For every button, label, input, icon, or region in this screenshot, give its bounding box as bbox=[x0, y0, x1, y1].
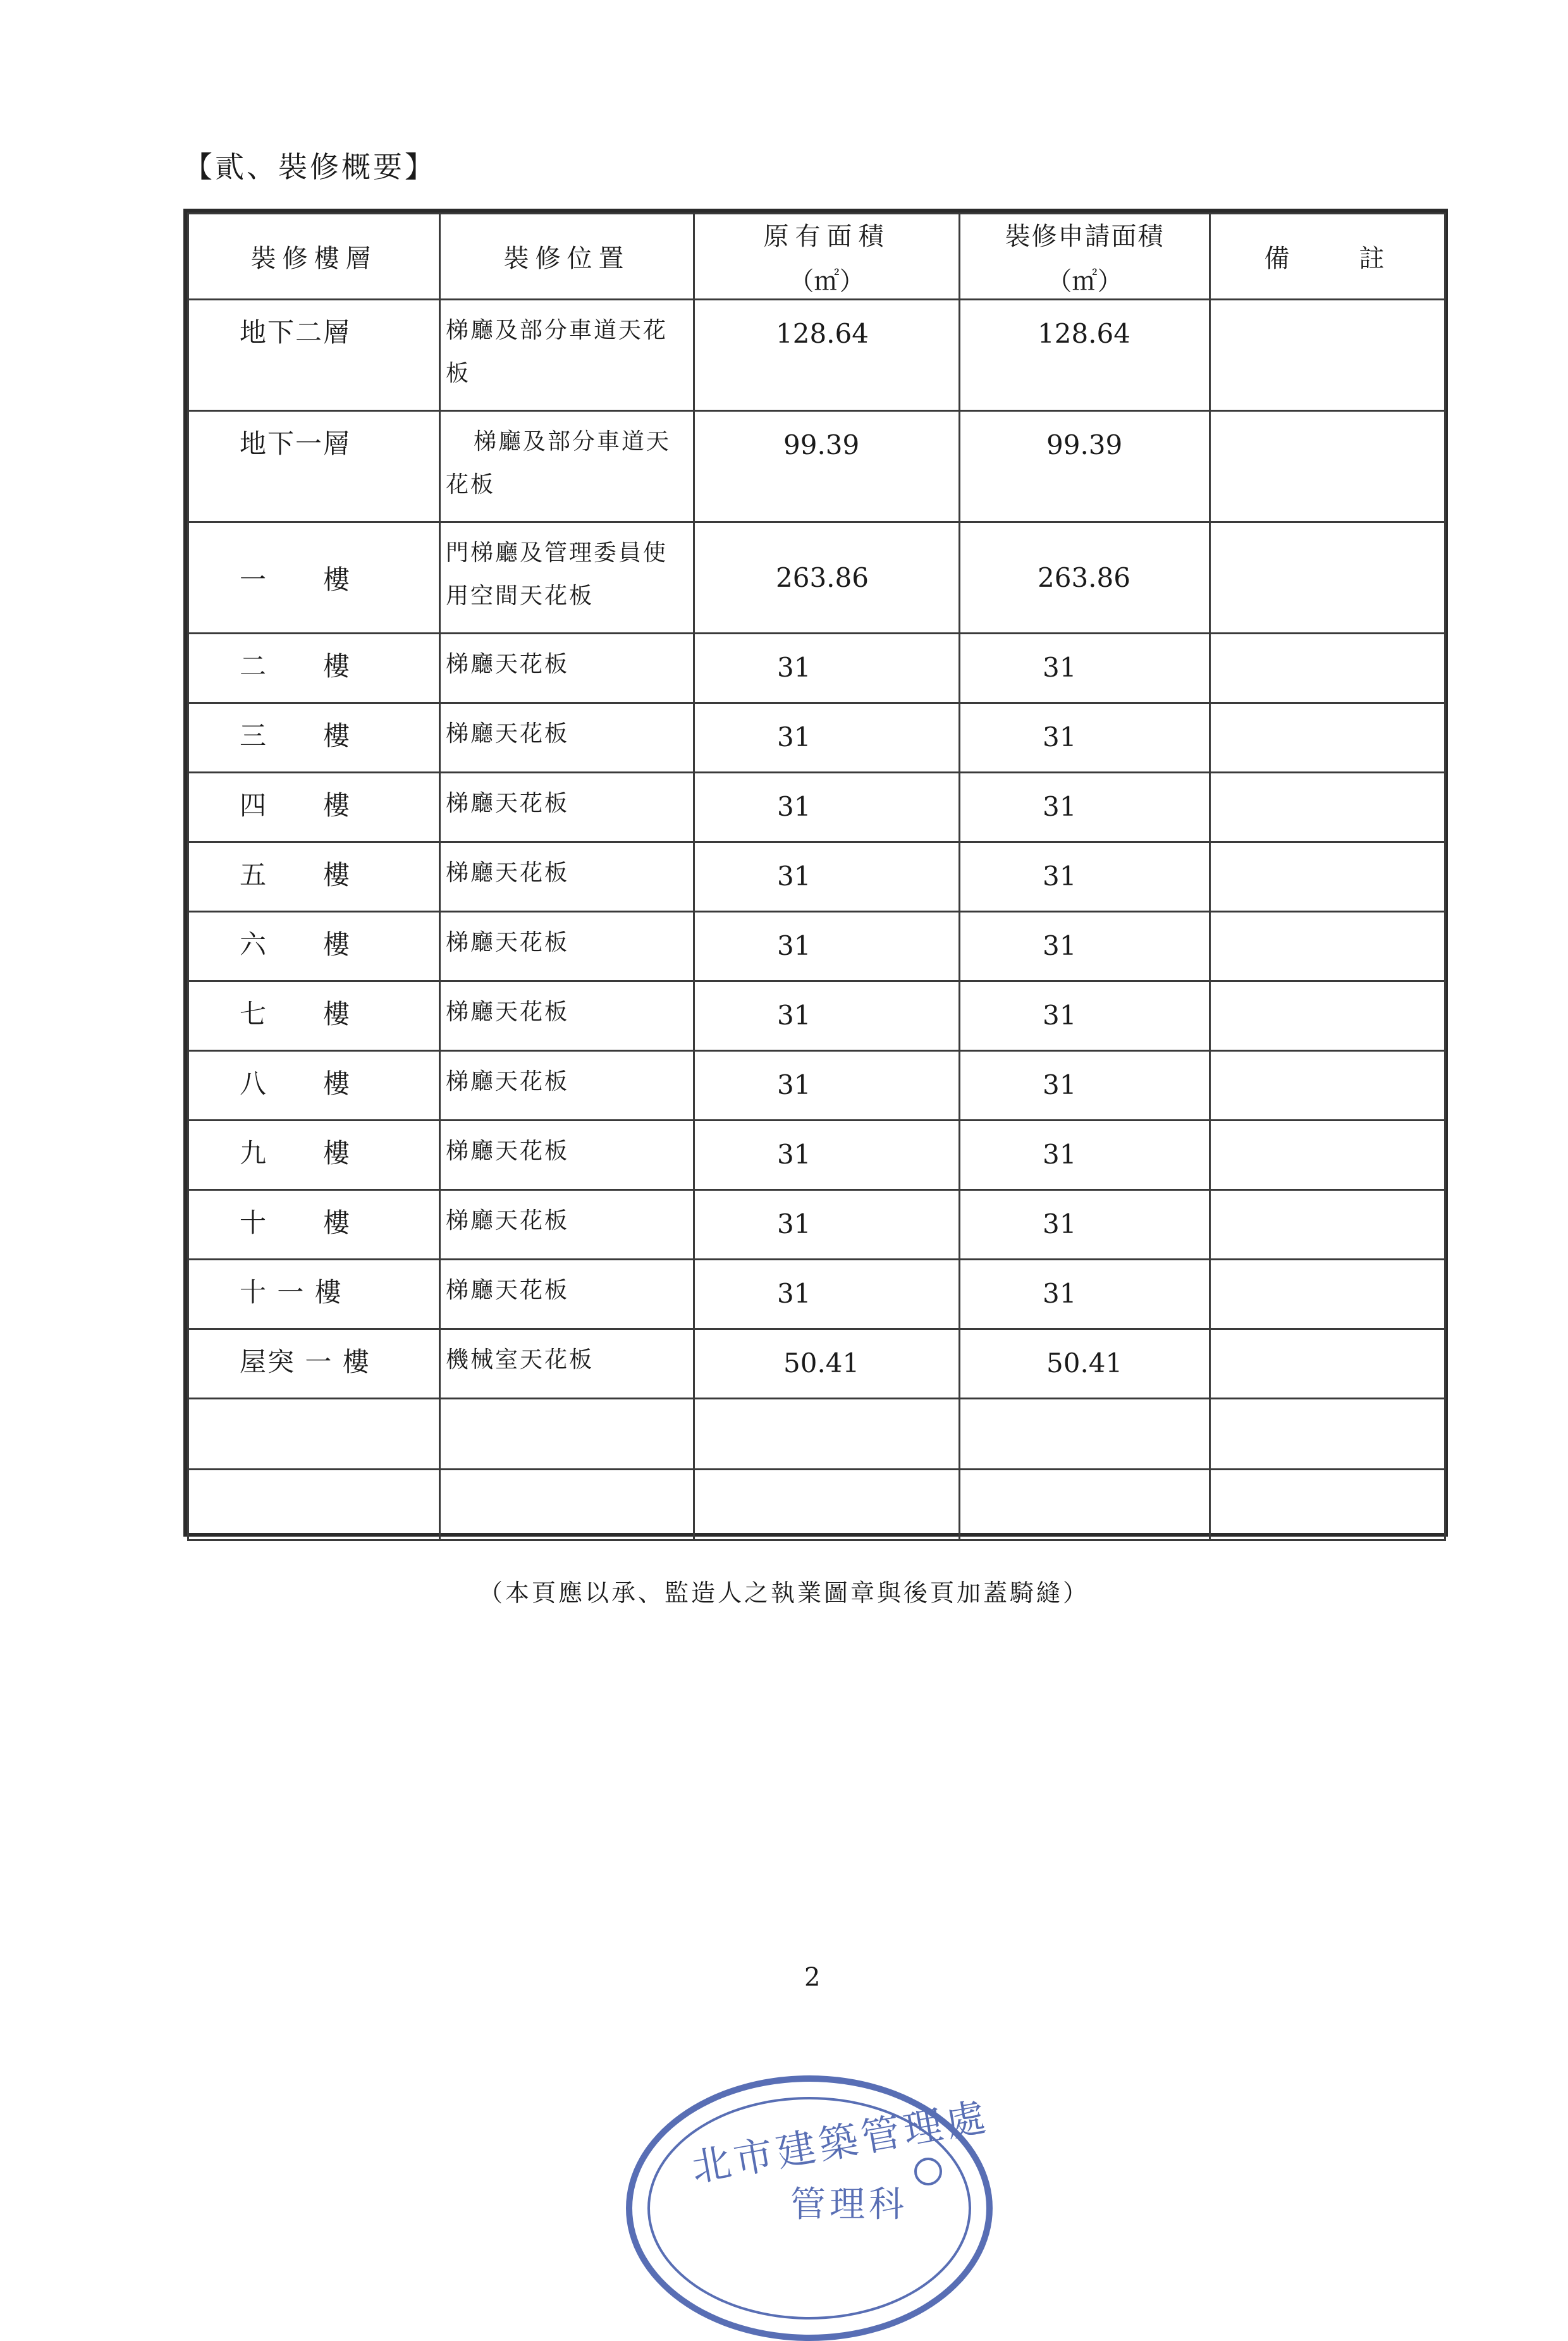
remarks-cell bbox=[1210, 1470, 1445, 1540]
section-title: 【貳、裝修概要】 bbox=[183, 150, 436, 184]
header-requested-area bbox=[960, 214, 1210, 300]
floor-cell: 地下二層 bbox=[188, 300, 440, 411]
summary-table bbox=[187, 212, 1446, 1541]
original-area-cell: 31 bbox=[694, 1190, 960, 1260]
floor-cell: 屋突 一 樓 bbox=[188, 1329, 440, 1399]
remarks-cell bbox=[1210, 1329, 1445, 1399]
location-cell: 機械室天花板 bbox=[440, 1329, 694, 1399]
original-area-cell: 31 bbox=[694, 1260, 960, 1329]
floor-cell: 一 樓 bbox=[188, 522, 440, 634]
table-row bbox=[188, 1329, 1445, 1399]
floor-cell: 十 一 樓 bbox=[188, 1260, 440, 1329]
table-row bbox=[188, 1121, 1445, 1190]
floor-cell: 九 樓 bbox=[188, 1121, 440, 1190]
table-row bbox=[188, 773, 1445, 842]
footnote: （本頁應以承、監造人之執業圖章與後頁加蓋騎縫） bbox=[478, 1579, 1089, 1607]
floor-cell: 三 樓 bbox=[188, 703, 440, 773]
requested-area-cell: 31 bbox=[960, 703, 1210, 773]
requested-area-cell bbox=[960, 1399, 1210, 1470]
original-area-cell: 31 bbox=[694, 1121, 960, 1190]
remarks-cell bbox=[1210, 703, 1445, 773]
remarks-cell bbox=[1210, 1260, 1445, 1329]
original-area-cell: 99.39 bbox=[694, 411, 960, 522]
office-seal bbox=[626, 2075, 993, 2341]
floor-cell: 二 樓 bbox=[188, 634, 440, 703]
original-area-cell: 31 bbox=[694, 1051, 960, 1121]
header-location: 裝修位置 bbox=[440, 214, 694, 300]
original-area-cell: 31 bbox=[694, 981, 960, 1051]
header-original-area-unit: （㎡） bbox=[788, 266, 865, 296]
location-cell: 梯廳天花板 bbox=[440, 1051, 694, 1121]
table-row bbox=[188, 703, 1445, 773]
table-row bbox=[188, 1051, 1445, 1121]
header-requested-area-unit: （㎡） bbox=[1046, 266, 1123, 296]
header-original-area-label: 原有面積 bbox=[763, 221, 890, 251]
requested-area-cell: 31 bbox=[960, 1051, 1210, 1121]
remarks-cell bbox=[1210, 1399, 1445, 1470]
table-header-row bbox=[188, 214, 1445, 300]
table-row bbox=[188, 411, 1445, 522]
original-area-cell: 31 bbox=[694, 773, 960, 842]
original-area-cell bbox=[694, 1399, 960, 1470]
remarks-cell bbox=[1210, 1051, 1445, 1121]
header-floor: 裝修樓層 bbox=[188, 214, 440, 300]
original-area-cell: 31 bbox=[694, 634, 960, 703]
remarks-cell bbox=[1210, 411, 1445, 522]
remarks-cell bbox=[1210, 842, 1445, 912]
location-cell bbox=[440, 1470, 694, 1540]
requested-area-cell: 31 bbox=[960, 773, 1210, 842]
requested-area-cell: 50.41 bbox=[960, 1329, 1210, 1399]
requested-area-cell: 31 bbox=[960, 1190, 1210, 1260]
flower-emblem-icon bbox=[914, 2158, 942, 2185]
renovation-summary-table bbox=[183, 209, 1448, 1537]
requested-area-cell: 31 bbox=[960, 981, 1210, 1051]
floor-cell: 七 樓 bbox=[188, 981, 440, 1051]
page-number: 2 bbox=[804, 1963, 821, 1992]
location-cell: 梯廳天花板 bbox=[440, 912, 694, 981]
table-row bbox=[188, 300, 1445, 411]
location-cell: 梯廳天花板 bbox=[440, 981, 694, 1051]
remarks-cell bbox=[1210, 981, 1445, 1051]
remarks-cell bbox=[1210, 522, 1445, 634]
table-row bbox=[188, 1470, 1445, 1540]
requested-area-cell: 263.86 bbox=[960, 522, 1210, 634]
location-cell: 梯廳及部分車道天花板 bbox=[440, 411, 694, 522]
location-cell: 梯廳天花板 bbox=[440, 1260, 694, 1329]
table-row bbox=[188, 634, 1445, 703]
table-row bbox=[188, 1260, 1445, 1329]
original-area-cell bbox=[694, 1470, 960, 1540]
original-area-cell: 31 bbox=[694, 703, 960, 773]
header-requested-area-label: 裝修申請面積 bbox=[1005, 221, 1165, 251]
floor-cell bbox=[188, 1399, 440, 1470]
remarks-cell bbox=[1210, 1121, 1445, 1190]
seal-text-top: 北市建築管理處 bbox=[688, 2093, 993, 2191]
location-cell: 門梯廳及管理委員使用空間天花板 bbox=[440, 522, 694, 634]
location-cell: 梯廳天花板 bbox=[440, 1190, 694, 1260]
floor-cell bbox=[188, 1470, 440, 1540]
original-area-cell: 263.86 bbox=[694, 522, 960, 634]
location-cell: 梯廳天花板 bbox=[440, 634, 694, 703]
remarks-cell bbox=[1210, 634, 1445, 703]
remarks-cell bbox=[1210, 912, 1445, 981]
original-area-cell: 50.41 bbox=[694, 1329, 960, 1399]
table-row bbox=[188, 1399, 1445, 1470]
requested-area-cell bbox=[960, 1470, 1210, 1540]
header-original-area bbox=[694, 214, 960, 300]
floor-cell: 六 樓 bbox=[188, 912, 440, 981]
original-area-cell: 31 bbox=[694, 912, 960, 981]
location-cell bbox=[440, 1399, 694, 1470]
location-cell: 梯廳天花板 bbox=[440, 703, 694, 773]
table-row bbox=[188, 912, 1445, 981]
remarks-cell bbox=[1210, 300, 1445, 411]
location-cell: 梯廳及部分車道天花板 bbox=[440, 300, 694, 411]
location-cell: 梯廳天花板 bbox=[440, 1121, 694, 1190]
requested-area-cell: 31 bbox=[960, 1260, 1210, 1329]
floor-cell: 五 樓 bbox=[188, 842, 440, 912]
seal-text-bottom: 管理科 bbox=[790, 2184, 908, 2225]
remarks-cell bbox=[1210, 1190, 1445, 1260]
requested-area-cell: 31 bbox=[960, 1121, 1210, 1190]
requested-area-cell: 31 bbox=[960, 912, 1210, 981]
requested-area-cell: 31 bbox=[960, 842, 1210, 912]
original-area-cell: 31 bbox=[694, 842, 960, 912]
requested-area-cell: 99.39 bbox=[960, 411, 1210, 522]
table-row bbox=[188, 842, 1445, 912]
location-cell: 梯廳天花板 bbox=[440, 773, 694, 842]
requested-area-cell: 128.64 bbox=[960, 300, 1210, 411]
floor-cell: 八 樓 bbox=[188, 1051, 440, 1121]
table-row bbox=[188, 1190, 1445, 1260]
floor-cell: 地下一層 bbox=[188, 411, 440, 522]
original-area-cell: 128.64 bbox=[694, 300, 960, 411]
location-cell: 梯廳天花板 bbox=[440, 842, 694, 912]
requested-area-cell: 31 bbox=[960, 634, 1210, 703]
floor-cell: 十 樓 bbox=[188, 1190, 440, 1260]
table-row bbox=[188, 522, 1445, 634]
remarks-cell bbox=[1210, 773, 1445, 842]
table-row bbox=[188, 981, 1445, 1051]
header-remarks: 備 註 bbox=[1210, 214, 1445, 300]
floor-cell: 四 樓 bbox=[188, 773, 440, 842]
